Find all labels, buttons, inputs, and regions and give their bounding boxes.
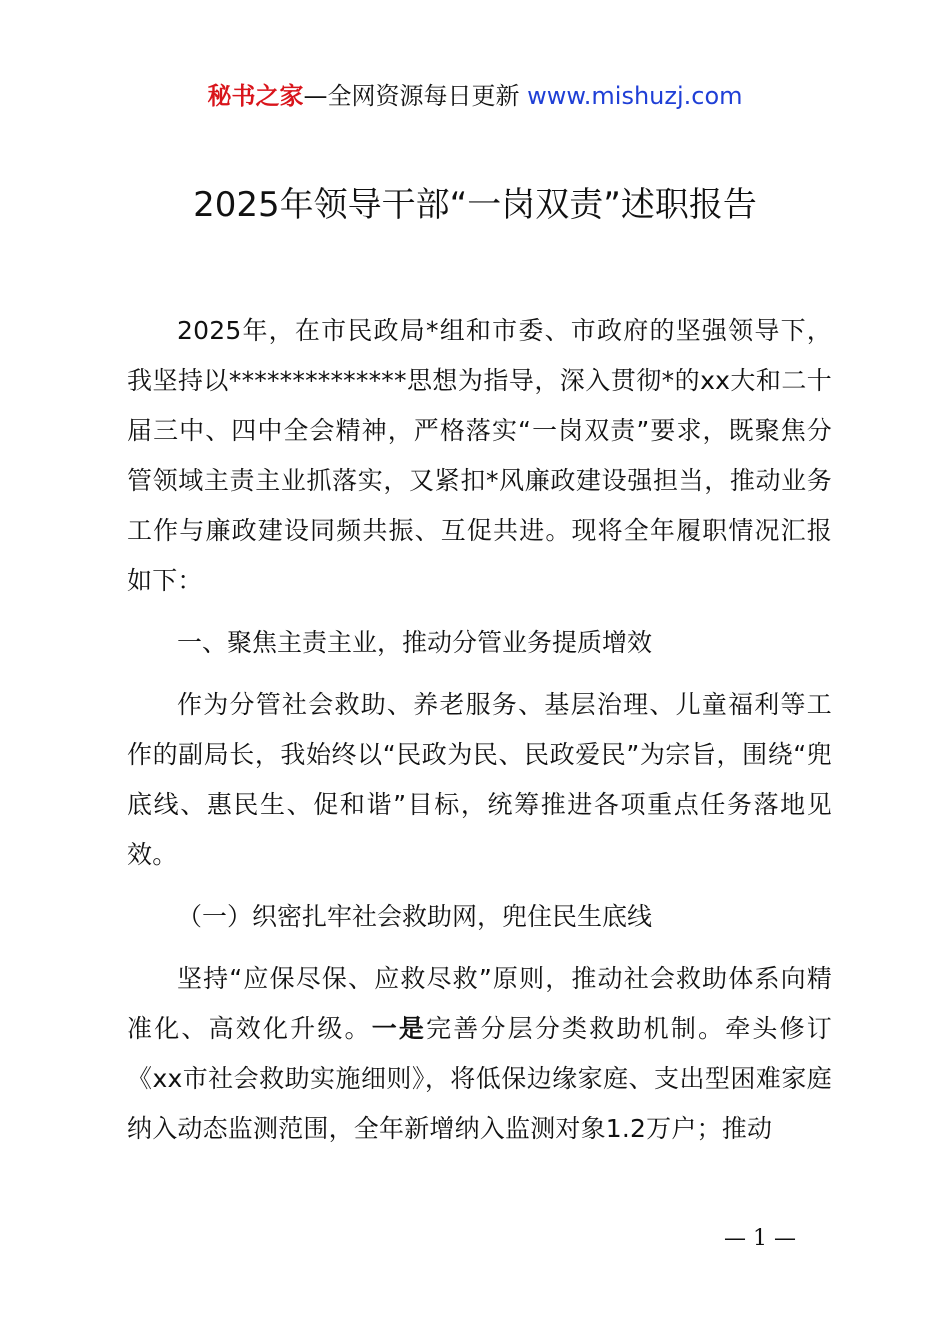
subsection-1-text-a: 坚持“应保尽保、应救尽救”原则，推动社会救助体系向精准化、高效化升级。 xyxy=(127,964,832,1043)
subsection-1-heading: （一）织密扎牢社会救助网，兜住民生底线 xyxy=(177,902,653,931)
page-number: — 1 — xyxy=(724,1226,796,1251)
subsection-1-text-b: 完善分层分类救助机制。牵头修订《xx市社会救助实施细则》，将低保边缘家庭、支出型困难家庭纳入动态监测范围，全年新增纳入监测对象1.2万户；推动 xyxy=(127,1014,832,1143)
banner-slogan: —全网资源每日更新 xyxy=(303,82,520,110)
document-title: 2025年领导干部“一岗双责”述职报告 xyxy=(193,185,757,225)
banner-url[interactable]: www.mishuzj.com xyxy=(527,82,743,110)
subsection-1-bold-lead: 一是 xyxy=(371,1014,427,1043)
intro-paragraph: 2025年，在市民政局*组和市委、市政府的坚强领导下，我坚持以**************思想为指导，深入贯彻*的xx大和二十届三中、四中全会精神，严格落实“一岗双责”要求，既聚焦分管领域主责主业抓落实，又紧扣*风廉政建设强担当，推动业务工作与廉政建设同频共振、互促共进。现将全年履职情况汇报如下： xyxy=(127,316,832,595)
site-banner xyxy=(0,80,950,112)
document-body xyxy=(127,306,832,1154)
section-1-paragraph: 作为分管社会救助、养老服务、基层治理、儿童福利等工作的副局长，我始终以“民政为民、民政爱民”为宗旨，围绕“兜底线、惠民生、促和谐”目标，统筹推进各项重点任务落地见效。 xyxy=(127,690,832,869)
section-1-heading: 一、聚焦主责主业，推动分管业务提质增效 xyxy=(177,628,653,657)
banner-brand: 秘书之家 xyxy=(207,82,304,110)
subsection-1-paragraph xyxy=(127,954,832,1154)
